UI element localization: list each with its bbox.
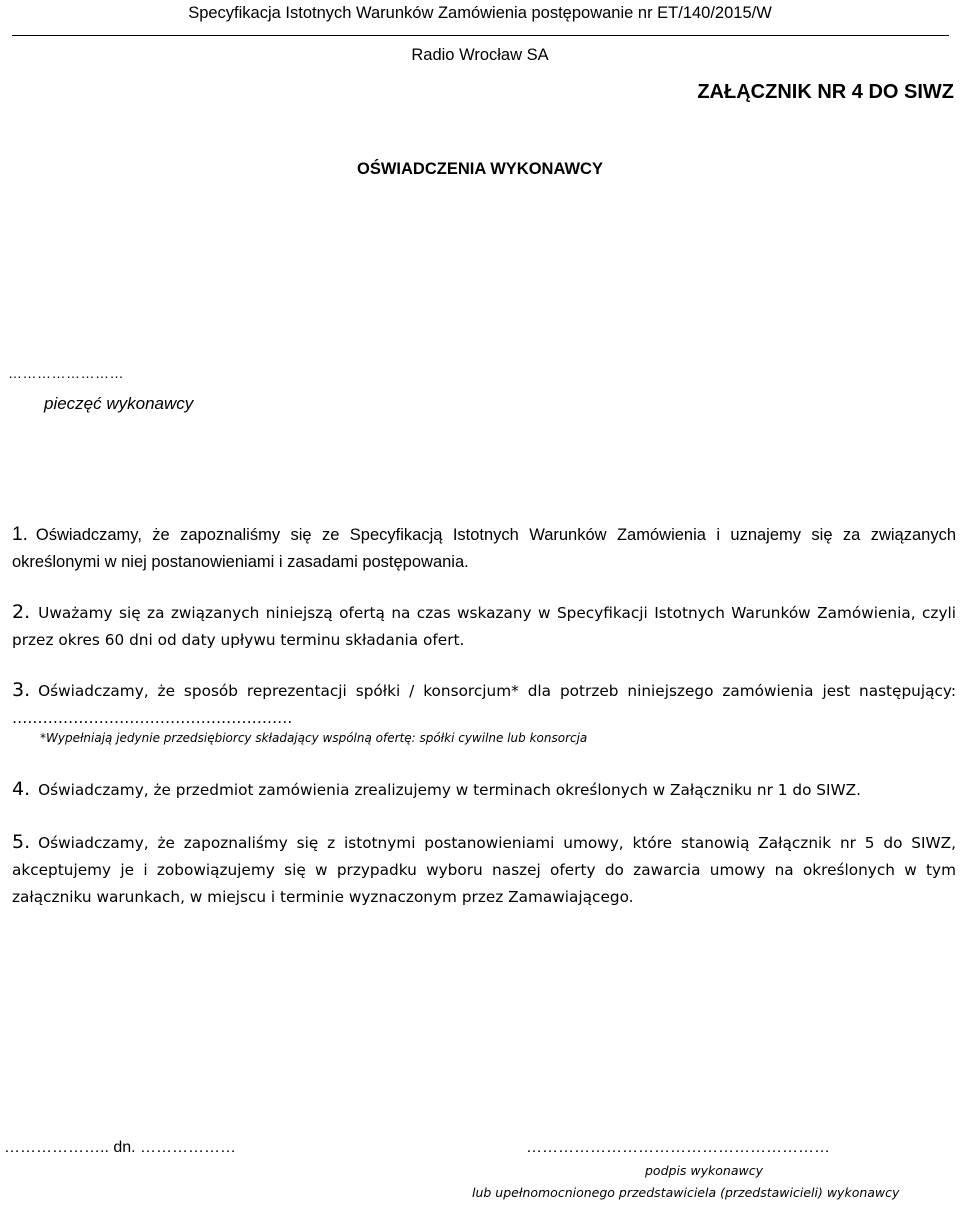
statement-text: Oświadczamy, że przedmiot zamówienia zrealizujemy w terminach określonych w Załączniku nr 1 do SIWZ.: [38, 781, 861, 799]
running-header: Specyfikacja Istotnych Warunków Zamówienia postępowanie nr ET/140/2015/W: [188, 4, 772, 22]
statement-number: 1.: [12, 524, 28, 545]
company-name: Radio Wrocław SA: [411, 46, 549, 64]
statement-text: Oświadczamy, że zapoznaliśmy się ze Specyfikacją Istotnych Warunków Zamówienia i uznajemy się za związanych określonymi w niej postanowieniami i zasadami postępowania.: [12, 526, 956, 571]
statement-item-5: [12, 829, 956, 911]
statement-number: 3.: [12, 679, 31, 701]
statement-footnote: *Wypełniają jedynie przedsiębiorcy składający wspólną ofertę: spółki cywilne lub konsorcja: [40, 731, 588, 745]
statement-number: 4.: [12, 778, 31, 800]
statement-item-1: [12, 521, 956, 576]
stamp-placeholder: ……………………: [8, 365, 124, 381]
annex-title: ZAŁĄCZNIK NR 4 DO SIWZ: [697, 81, 954, 103]
signature-line: …………………………………………………: [526, 1139, 830, 1156]
statement-item-2: [12, 599, 956, 654]
statement-item-4: [12, 776, 956, 804]
statement-text: Oświadczamy, że sposób reprezentacji spółki / konsorcjum* dla potrzeb niniejszego zamówienia jest następujący: ……………………………………………….: [12, 682, 956, 727]
document-title: OŚWIADCZENIA WYKONAWCY: [357, 160, 603, 178]
stamp-label: pieczęć wykonawcy: [44, 394, 194, 413]
place-date-field: ……………….. dn. ………………: [4, 1139, 237, 1156]
statement-text: Oświadczamy, że zapoznaliśmy się z istotnymi postanowieniami umowy, które stanowią Załącznik nr 5 do SIWZ, akceptujemy je i zobowiązujemy się w przypadku wyboru naszej oferty do zawarcia umowy na określonych w tym załączniku warunkach, w miejscu i terminie wyznaczonym przez Zamawiającego.: [12, 834, 956, 906]
header-divider: [12, 35, 949, 36]
statement-number: 2.: [12, 601, 31, 623]
signature-sublabel: lub upełnomocnionego przedstawiciela (przedstawicieli) wykonawcy: [472, 1185, 900, 1200]
statement-item-3: [12, 677, 956, 732]
statement-number: 5.: [12, 831, 31, 853]
statement-text: Uważamy się za związanych niniejszą ofertą na czas wskazany w Specyfikacji Istotnych Warunków Zamówienia, czyli przez okres 60 dni od daty upływu terminu składania ofert.: [12, 604, 956, 649]
signature-label: podpis wykonawcy: [645, 1163, 763, 1178]
